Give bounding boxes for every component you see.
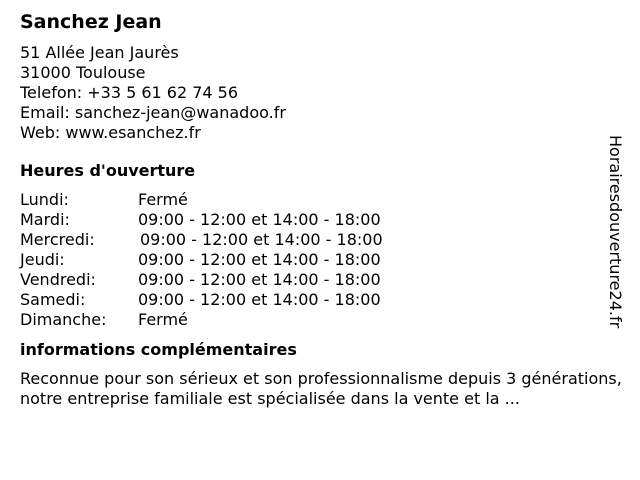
day-label: Dimanche: (20, 310, 107, 329)
additional-info-text: Reconnue pour son sérieux et son professionnalisme depuis 3 générations, notre entreprise familiale est spécialisée dans la vente et la ... (20, 369, 622, 408)
phone-line: Telefon: +33 5 61 62 74 56 (20, 83, 239, 102)
day-time: 09:00 - 12:00 et 14:00 - 18:00 (138, 270, 381, 289)
opening-hours-table (20, 190, 620, 330)
hours-row-wednesday (20, 230, 620, 250)
day-label: Mercredi: (20, 230, 95, 249)
hours-row-thursday (20, 250, 620, 270)
address-street: 51 Allée Jean Jaurès (20, 43, 179, 62)
day-label: Mardi: (20, 210, 70, 229)
day-label: Lundi: (20, 190, 69, 209)
day-time: 09:00 - 12:00 et 14:00 - 18:00 (138, 210, 381, 229)
hours-row-sunday (20, 310, 620, 330)
day-label: Jeudi: (20, 250, 65, 269)
email-line: Email: sanchez-jean@wanadoo.fr (20, 103, 286, 122)
day-time: 09:00 - 12:00 et 14:00 - 18:00 (140, 230, 383, 249)
business-card (20, 10, 620, 409)
day-time: Fermé (138, 190, 188, 209)
day-label: Vendredi: (20, 270, 96, 289)
hours-row-friday (20, 270, 620, 290)
business-name: Sanchez Jean (20, 11, 162, 33)
day-label: Samedi: (20, 290, 86, 309)
additional-info-title: informations complémentaires (20, 340, 297, 359)
day-time: 09:00 - 12:00 et 14:00 - 18:00 (138, 290, 381, 309)
day-time: Fermé (138, 310, 188, 329)
hours-row-saturday (20, 290, 620, 310)
web-line: Web: www.esanchez.fr (20, 123, 201, 142)
hours-row-monday (20, 190, 620, 210)
site-brand-vertical: Horairesdouverture24.fr (606, 135, 625, 329)
hours-row-tuesday (20, 210, 620, 230)
address-city: 31000 Toulouse (20, 63, 146, 82)
day-time: 09:00 - 12:00 et 14:00 - 18:00 (138, 250, 381, 269)
opening-hours-title: Heures d'ouverture (20, 161, 196, 180)
